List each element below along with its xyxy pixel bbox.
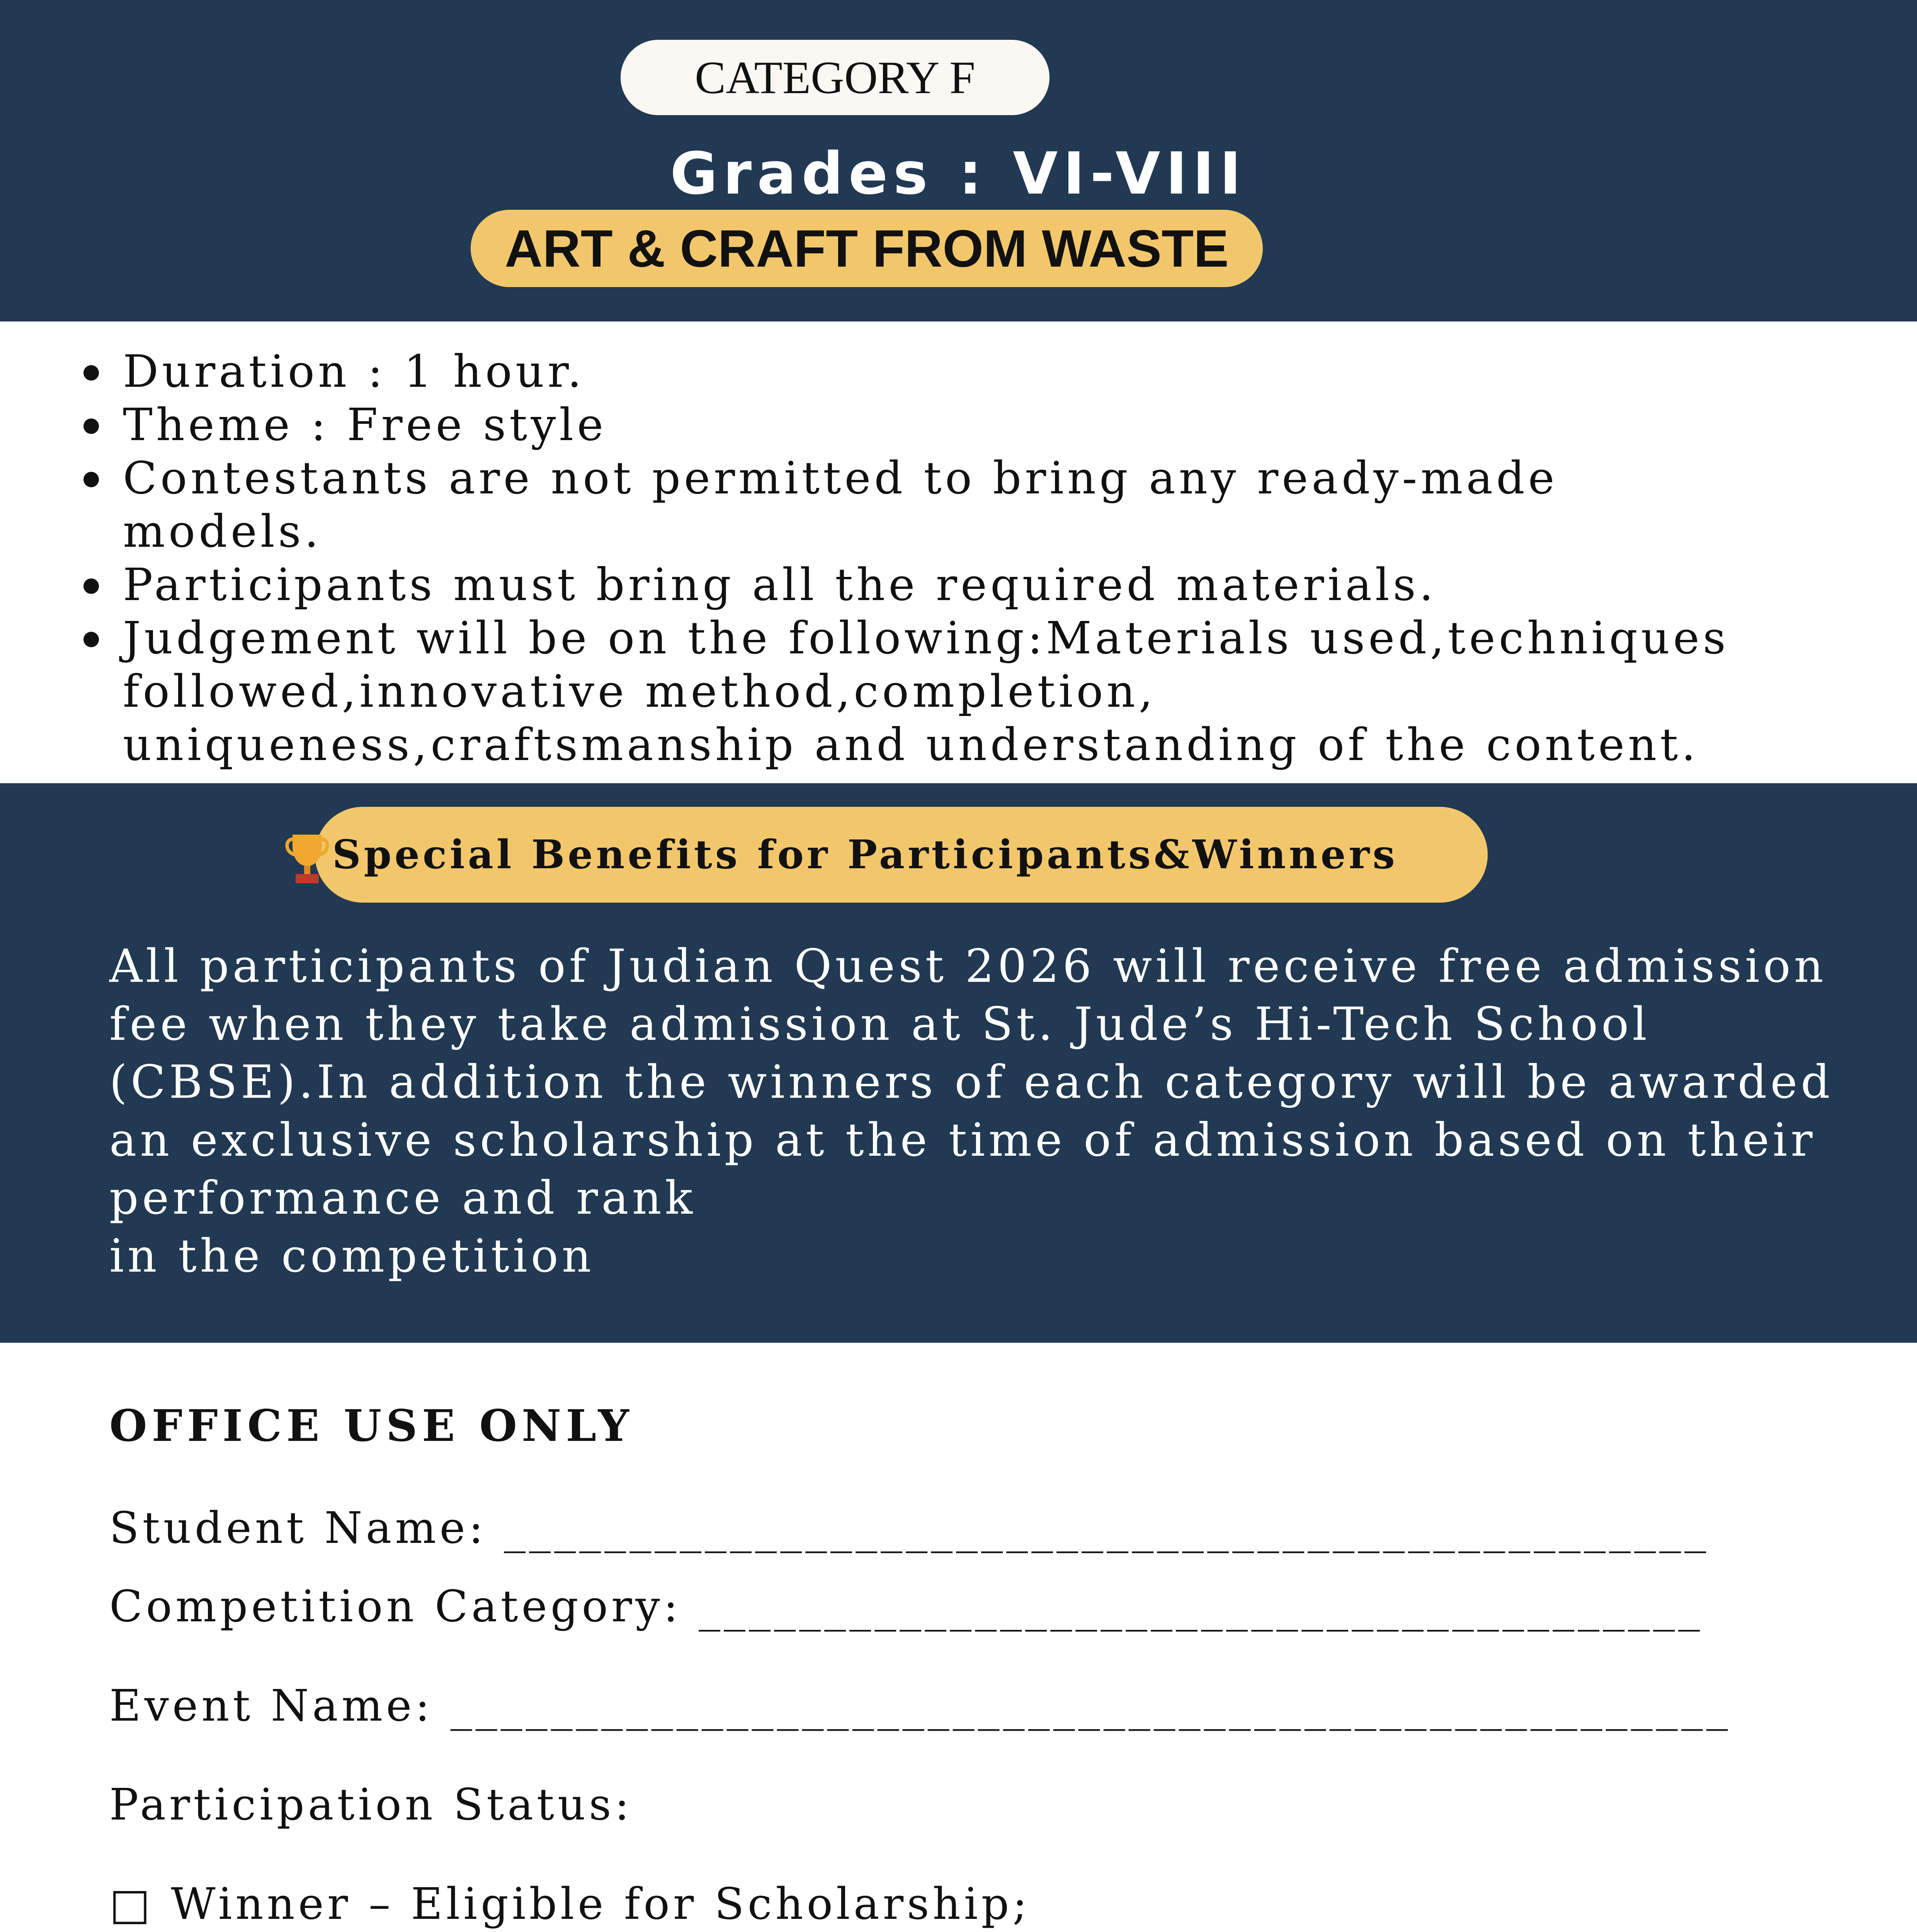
office-use-title: OFFICE USE ONLY	[109, 1401, 634, 1451]
bullet-icon	[83, 418, 99, 434]
event-title-badge: ART & CRAFT FROM WASTE	[471, 210, 1263, 287]
grades-heading: Grades : VI-VIII	[670, 140, 1247, 207]
student-name-field[interactable]: Student Name: ________________________________________________	[109, 1503, 1710, 1553]
list-item: Participants must bring all the required materials.	[77, 558, 1839, 612]
bullet-icon	[83, 632, 99, 647]
winner-checkbox[interactable]: □ Winner – Eligible for Scholarship;	[109, 1879, 1031, 1929]
list-item: Judgement will be on the following:Materials used,techniques followed,innovative method,completion, uniqueness,craftsmanship and understanding of the content.	[77, 612, 1839, 772]
benefits-title: Special Benefits for Participants&Winners	[332, 832, 1398, 878]
rules-list	[77, 345, 1839, 772]
event-name-field[interactable]: Event Name: ___________________________________________________	[109, 1681, 1732, 1731]
bullet-icon	[83, 578, 99, 594]
competition-category-field[interactable]: Competition Category: ________________________________________	[109, 1582, 1704, 1632]
bullet-icon	[83, 365, 99, 381]
trophy-icon	[284, 831, 330, 885]
category-badge: CATEGORY F	[621, 40, 1050, 115]
participation-status-label: Participation Status:	[109, 1780, 633, 1830]
benefits-text: All participants of Judian Quest 2026 will receive free admission fee when they take admission at St. Jude’s Hi-Tech School (CBSE).In addition the winners of each category will be awarded an exclusive scholarship at the time of admission based on their performance and rank in the competition	[109, 939, 1834, 1282]
bullet-icon	[83, 472, 99, 487]
list-item: Duration : 1 hour.	[77, 345, 1839, 398]
list-item: Theme : Free style	[77, 398, 1839, 452]
list-item: Contestants are not permitted to bring any ready-made models.	[77, 452, 1839, 558]
